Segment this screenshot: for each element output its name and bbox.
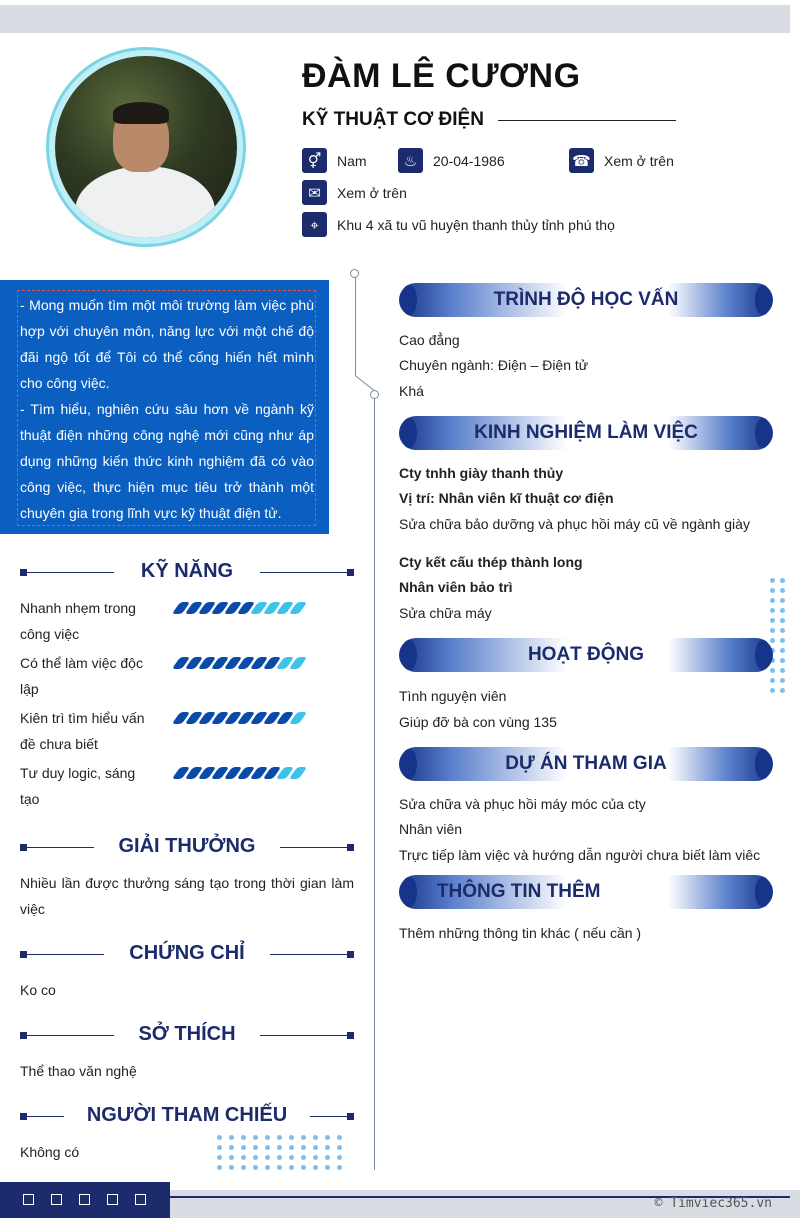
activities-heading: HOẠT ĐỘNG [399,638,773,672]
job-position: Vị trí: Nhân viên kĩ thuật cơ điện [399,490,614,506]
skill-name: Tư duy logic, sáng tạo [20,765,136,807]
top-band [0,5,790,33]
footer-square [23,1194,34,1205]
objective-paragraph: - Mong muốn tìm một môi trường làm việc phù hợp với chuyên môn, năng lực với một chế độ đãi ngộ tốt để Tôi có thể cống hiến hết mình cho công việc. [20,297,314,391]
hobbies-text: Thể thao văn nghệ [20,1063,137,1079]
address-value: Khu 4 xã tu vũ huyện thanh thủy tỉnh phú thọ [337,216,615,233]
copyright-text: © Timviec365.vn [654,1196,772,1211]
education-line: Khá [399,383,424,399]
birthday-info [398,148,505,173]
footer-square [51,1194,62,1205]
address-info [302,212,615,237]
timeline-line [374,395,375,1170]
gender-value: Nam [337,152,367,169]
certificates-heading: CHỨNG CHỈ [20,942,354,968]
phone-icon: ☎ [569,148,594,173]
education-line: Chuyên ngành: Điện – Điện tử [399,357,589,373]
skill-level-bar [176,767,303,779]
email-info [302,180,407,205]
timeline-dot [350,269,359,278]
job-position: Nhân viên bảo trì [399,579,513,595]
profile-photo [55,56,237,238]
footer [0,1182,800,1218]
objective-text [20,292,314,526]
skill-name: Có thể làm việc độc lập [20,655,143,697]
decorative-dots [770,578,785,693]
phone-value: Xem ở trên [604,152,674,169]
footer-square [107,1194,118,1205]
objective-paragraph: - Tìm hiểu, nghiên cứu sâu hơn về ngành kỹ thuật điện những công nghệ mới cũng như áp dụng những kiến thức kinh nghiệm đã có vào công việc, thực hiện mục tiêu trở thành một chuyên gia trong lĩnh vực kỹ thuật điện tử. [20,401,314,521]
footer-square [79,1194,90,1205]
title-divider [498,120,676,121]
envelope-icon: ✉ [302,180,327,205]
job-description: Sửa chữa máy [399,605,492,621]
projects-heading: DỰ ÁN THAM GIA [399,747,773,781]
skill-name: Nhanh nhẹm trong công việc [20,600,136,642]
email-value: Xem ở trên [337,184,407,201]
job-company: Cty tnhh giày thanh thủy [399,465,564,481]
job-title: KỸ THUẬT CƠ ĐIỆN [302,109,484,130]
projects-line: Nhân viên [399,821,463,837]
skills-heading: KỸ NĂNG [20,560,354,586]
phone-info [569,148,674,173]
awards-heading: GIẢI THƯỞNG [20,835,354,861]
skill-level-bar [176,712,303,724]
footer-square [135,1194,146,1205]
projects-line: Trực tiếp làm việc và hướng dẫn người chưa biết làm viêc [399,847,761,863]
skill-level-bar [176,657,303,669]
avatar [46,47,246,247]
job-company: Cty kết cấu thép thành long [399,554,583,570]
timeline-dot [370,390,379,399]
candidate-name: ĐÀM LÊ CƯƠNG [302,57,581,95]
cake-icon: ♨ [398,148,423,173]
references-text: Không có [20,1144,80,1160]
hobbies-heading: SỞ THÍCH [20,1023,354,1049]
map-pin-icon: ⌖ [302,212,327,237]
certificates-text: Ko co [20,982,56,998]
timeline-segment [355,273,356,376]
gender-info [302,148,367,173]
decorative-dots [217,1135,342,1170]
skill-level-bar [176,602,303,614]
activities-line: Tình nguyện viên [399,688,507,704]
additional-text: Thêm những thông tin khác ( nếu cần ) [399,925,642,941]
awards-text: Nhiều lần được thưởng sáng tạo trong thời gian làm việc [20,875,354,917]
education-heading: TRÌNH ĐỘ HỌC VẤN [399,283,773,317]
career-objective [0,280,329,534]
gender-icon: ⚥ [302,148,327,173]
birthday-value: 20-04-1986 [433,152,505,169]
references-heading: NGƯỜI THAM CHIẾU [20,1104,354,1130]
skill-name: Kiên trì tìm hiểu vấn đề chưa biết [20,710,145,752]
additional-heading: THÔNG TIN THÊM [399,875,773,909]
projects-line: Sửa chữa và phục hồi máy móc của cty [399,796,646,812]
experience-heading: KINH NGHIỆM LÀM VIỆC [399,416,773,450]
activities-line: Giúp đỡ bà con vùng 135 [399,714,557,730]
job-description: Sửa chữa bảo dưỡng và phục hồi máy cũ về ngành giày [399,516,750,532]
education-line: Cao đẳng [399,332,460,348]
